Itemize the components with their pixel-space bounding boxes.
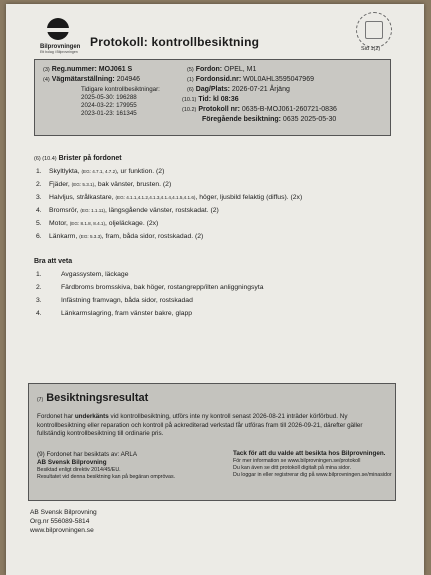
inspector-info: (9) Fordonet har besiktats av: ARLA AB Svensk Bilprovning Besiktad enligt direktiv 2014/45/EU. Resultatet vid denna besiktning kan på begäran omprövas. [37, 451, 176, 480]
inspection-time: (10.1) Tid: kl 08:36 [182, 96, 239, 103]
past-inspections: Tidigare kontrollbesiktningar: 2025-05-30: 196288 2024-03-22: 179955 2023-01-23: 161345 [81, 86, 160, 117]
company-address: AB Svensk Bilprovning Org.nr 556089-5814 www.bilprovningen.se [30, 509, 97, 534]
page-number: Sid 1(2) [361, 46, 381, 52]
accreditation-seal-icon [356, 12, 392, 48]
vehicle-model: (5) Fordon: OPEL, M1 [187, 66, 257, 73]
odometer: (4) Vägmätarställning: 204946 [43, 76, 141, 83]
inspection-result-box [28, 383, 396, 501]
logo-subtitle: Ett bolag i Bilprovningen [40, 50, 78, 54]
result-title: (7) Besiktningsresultat [37, 392, 149, 404]
protocol-sheet [6, 4, 424, 575]
result-text: Fordonet har underkänts vid kontrollbesiktning, utförs inte ny kontroll senast 2026-08-21 inträder körförbud. Ny kontrollbesiktning eller reparation och kontroll på ackrediterad verkstad får utföras fram till 2026-09-21, därefter gäller fullständig kontrollbesiktning till ordinarie pris. [37, 413, 363, 437]
date-place: (6) Dag/Plats: 2026-07-21 Årjäng [187, 86, 290, 93]
good-to-know-list: 1. Avgassystem, läckage 2. Färdbroms bromsskiva, bak höger, rostangrepp/ilten anliggningsyta 3. Infästning framvagn, båda sidor, rostskadad 4. Länkarmslagring, fram vänster bakre, glapp [36, 271, 264, 317]
good-to-know-heading: Bra att veta [34, 258, 73, 265]
reg-number: (3) Reg.nummer: MOJ061 S [43, 66, 133, 73]
previous-inspection: Föregående besiktning: 0635 2025-05-30 [202, 116, 337, 123]
defects-list: 1. Skyltlykta, (EG: 4.7.1, 4.7.2), ur funktion. (2) 2. Fjäder, (EG: 5.3.1), bak vänster, brusten. (2) 3. Halvljus, strålkastare, (EG: 4.1.1,4.1.2,4.1.3,4.1.4,4.1.5,4.1.6), höger, ljusbild felaktig (diffus). (2x) 4. Bromsrör, (EG: 1.1.11), längsgående vänster, rostskadat. (2) 5. Motor, (EG: 8.1.8, 8.4.1), oljeläckage. (2x) 6. Länkarm, (EG: 5.3.3), fram, båda sidor, rostskadad. (2) [36, 168, 303, 240]
logo-mark-icon [43, 18, 73, 42]
defects-heading: (6) (10.4) Brister på fordonet [34, 155, 122, 162]
bilprovningen-logo [40, 18, 80, 54]
vehicle-id: (1) Fordonsid.nr: W0L0AHL3595047969 [187, 76, 314, 83]
protocol-number: (10.2) Protokoll nr: 0635-B-MOJ061-260721-0836 [182, 106, 337, 113]
vehicle-info-box [34, 59, 391, 136]
page-title: Protokoll: kontrollbesiktning [90, 35, 260, 49]
logo-name: Bilprovningen [40, 44, 81, 50]
thank-you-info: Tack för att du valde att besikta hos Bilprovningen. För mer information se www.bilprovningen.se/protokoll Du kan även se ditt protokoll digitalt på mina sidor. Du loggar in eller registrerar dig på www.bilprovningen.se/minasidor [233, 450, 392, 479]
